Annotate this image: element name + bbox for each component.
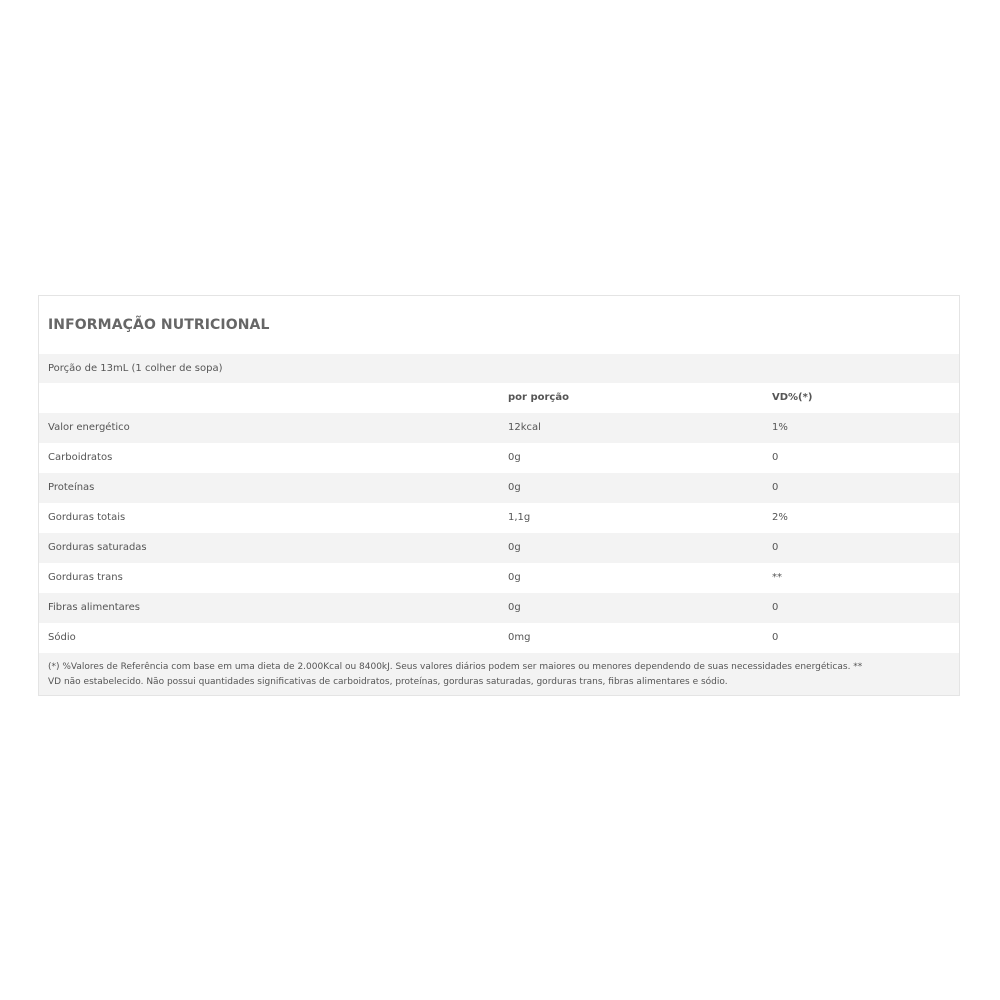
table-row [39, 443, 959, 473]
footnote [39, 653, 959, 696]
nutrient-name: Carboidratos [48, 452, 113, 463]
nutrition-table [38, 295, 960, 696]
nutrient-name: Valor energético [48, 422, 130, 433]
nutrient-value: 12kcal [508, 422, 541, 433]
table-row [39, 503, 959, 533]
nutrient-vd: 0 [772, 452, 779, 463]
nutrient-name: Gorduras totais [48, 512, 126, 523]
nutrient-vd: 2% [772, 512, 788, 523]
nutrient-vd: 0 [772, 632, 779, 643]
table-row [39, 563, 959, 593]
header-vd: VD%(*) [772, 392, 813, 403]
nutrient-vd: 0 [772, 602, 779, 613]
nutrient-vd: ** [772, 572, 782, 583]
table-row [39, 533, 959, 563]
header-per-portion: por porção [508, 392, 569, 403]
table-row [39, 413, 959, 443]
nutrient-value: 0g [508, 452, 521, 463]
nutrient-value: 0mg [508, 632, 531, 643]
nutrient-name: Proteínas [48, 482, 95, 493]
nutrient-value: 0g [508, 602, 521, 613]
nutrient-name: Gorduras trans [48, 572, 123, 583]
footnote-line-1: (*) %Valores de Referência com base em uma dieta de 2.000Kcal ou 8400kJ. Seus valores diários podem ser maiores ou menores dependendo de suas necessidades energéticas. ** [48, 662, 863, 672]
nutrient-name: Sódio [48, 632, 76, 643]
nutrient-value: 0g [508, 572, 521, 583]
table-row [39, 623, 959, 653]
table-title: INFORMAÇÃO NUTRICIONAL [48, 317, 270, 333]
nutrient-vd: 1% [772, 422, 788, 433]
table-row [39, 593, 959, 623]
nutrient-name: Gorduras saturadas [48, 542, 147, 553]
nutrient-name: Fibras alimentares [48, 602, 140, 613]
portion-size: Porção de 13mL (1 colher de sopa) [39, 354, 959, 383]
table-header-row [39, 383, 959, 413]
nutrient-value: 0g [508, 542, 521, 553]
nutrient-vd: 0 [772, 542, 779, 553]
nutrient-value: 1,1g [508, 512, 531, 523]
nutrient-vd: 0 [772, 482, 779, 493]
nutrient-value: 0g [508, 482, 521, 493]
footnote-line-2: VD não estabelecido. Não possui quantidades significativas de carboidratos, proteínas, gorduras saturadas, gorduras trans, fibras alimentares e sódio. [48, 677, 728, 687]
table-row [39, 473, 959, 503]
